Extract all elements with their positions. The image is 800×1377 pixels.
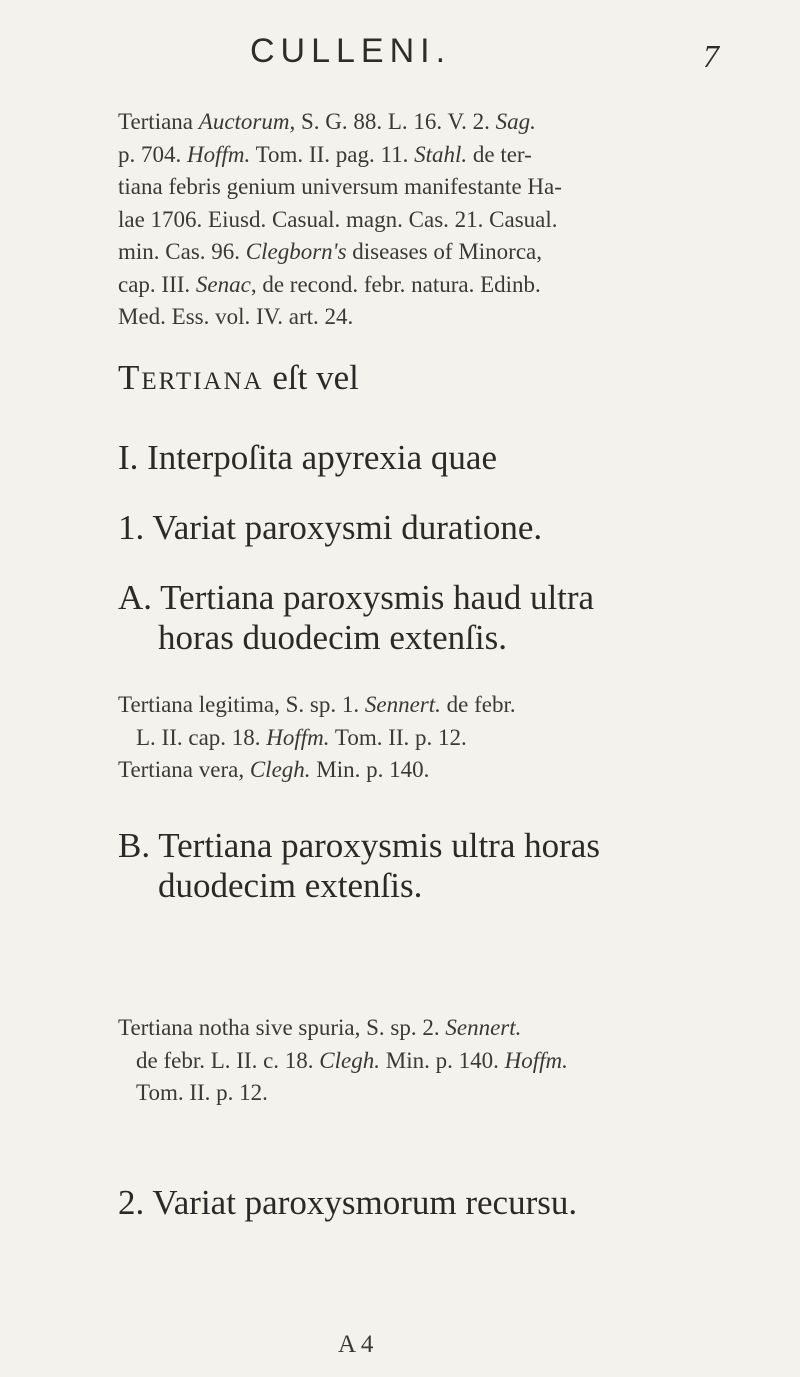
heading-tertiana: Tertiana eſt vel [118,358,359,397]
ref-line: L. II. cap. 18. Hoffm. Tom. II. p. 12. [136,724,467,750]
intro-line: min. Cas. 96. Clegborn's diseases of Minorca, [118,239,542,264]
ref-line: Tertiana notha sive spuria, S. sp. 2. Sennert. [118,1015,522,1040]
item-I: I. Interpoſita apyrexia quae [118,438,497,477]
intro-line: lae 1706. Eiusd. Casual. magn. Cas. 21. Casual. [118,206,558,232]
intro-line: p. 704. Hoffm. Tom. II. pag. 11. Stahl. de ter- [118,141,532,167]
references-A [118,689,758,787]
page-number: 7 [703,38,719,74]
item-B-line: B. Tertiana paroxysmis ultra horas [118,826,600,865]
intro-line: cap. III. Senac, de recond. febr. natura. Edinb. [118,271,541,297]
item-B-line: duodecim extenſis. [158,866,423,905]
references-B [118,1012,758,1110]
intro-line: Med. Ess. vol. IV. art. 24. [118,304,354,329]
ref-line: Tertiana vera, Clegh. Min. p. 140. [118,757,430,782]
printer-signature: A 4 [338,1331,374,1358]
item-2: 2. Variat paroxysmorum recursu. [118,1183,578,1222]
item-A-line: A. Tertiana paroxysmis haud ultra [118,578,595,617]
intro-line: tiana febris genium universum manifestante Ha- [118,174,562,199]
ref-line: Tertiana legitima, S. sp. 1. Sennert. de febr. [118,692,516,717]
item-A [118,578,758,658]
ref-line: de febr. L. II. c. 18. Clegh. Min. p. 140. Hoffm. [136,1047,568,1073]
item-1: 1. Variat paroxysmi duratione. [118,508,543,547]
page-header [0,32,800,82]
intro-line: Tertiana Auctorum, S. G. 88. L. 16. V. 2. Sag. [118,109,536,134]
item-A-line: horas duodecim extenſis. [158,618,507,657]
item-B [118,826,758,906]
ref-line: Tom. II. p. 12. [136,1080,268,1105]
intro-references [118,106,758,334]
running-head: CULLENI. [250,32,452,70]
